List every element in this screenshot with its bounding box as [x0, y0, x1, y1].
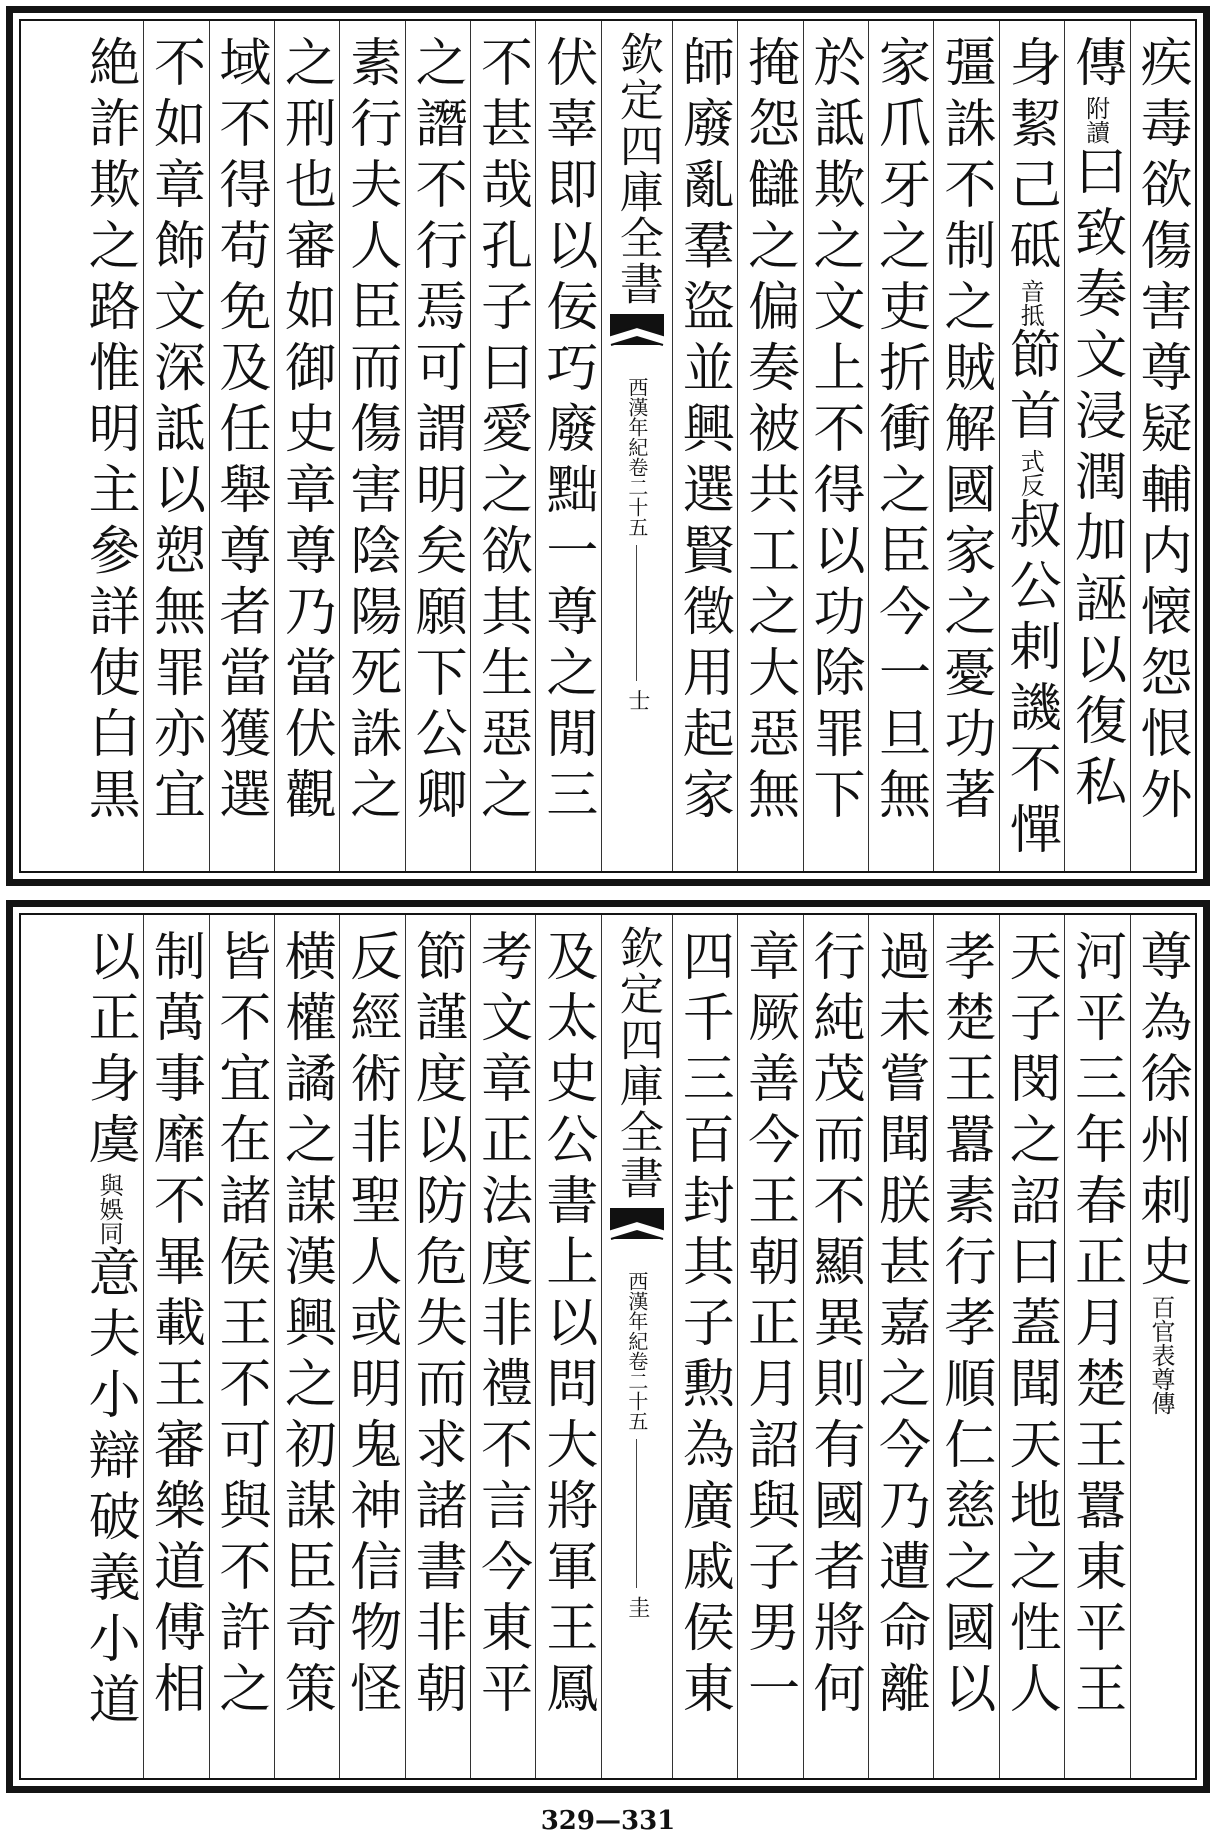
column-text: 伏辜即以佞巧廢黜一尊之閒三: [536, 35, 597, 828]
column-text: 傳: [1065, 35, 1126, 96]
column-text: 域不得苟免及任舉尊者當獲選: [209, 35, 270, 828]
text-column: [143, 21, 208, 871]
text-column: [79, 21, 143, 871]
top-page: [6, 6, 1210, 886]
bottom-page: [6, 900, 1210, 1793]
gutter-subtitle: 西漢年紀卷二十五: [624, 1271, 649, 1431]
column-text: 疾毒欲傷害尊疑輔内懐怨恨外: [1131, 35, 1191, 828]
annotation-note: 音抵: [1016, 279, 1045, 327]
gutter-page-number: 圭: [624, 1596, 650, 1618]
column-text: 天子閔之詔曰蓋聞天地之性人: [1000, 929, 1061, 1722]
column-text: 之譖不行焉可謂明矣願下公卿: [406, 35, 467, 828]
fishtail-mark-icon: [609, 313, 665, 367]
gutter-title: 欽定四庫全書: [611, 31, 663, 307]
column-text: 素行夫人臣而傷害陰陽死誅之: [340, 35, 401, 828]
column-text: 尊為徐州刺史: [1131, 929, 1191, 1295]
column-text: 師廢亂羣盜並興選賢徵用起家: [673, 35, 734, 828]
column-text: 不如章飾文深詆以愬無罪亦宜: [144, 35, 205, 828]
gutter-rule: [636, 1439, 637, 1588]
column-text: 及太史公書上以問大將軍王鳳: [536, 929, 597, 1722]
text-column: [1130, 21, 1195, 871]
gutter-page-number: 士: [624, 689, 650, 711]
gutter-subtitle: 西漢年紀卷二十五: [624, 377, 649, 537]
text-column: [535, 21, 600, 871]
annotation-note: 式反: [1016, 449, 1045, 497]
text-column: [274, 915, 339, 1778]
text-column: [535, 915, 600, 1778]
text-column: [1064, 21, 1129, 871]
column-text: 四千三百封其子勲為廣戚侯東: [673, 929, 734, 1722]
column-text: 制萬事靡不畢載王審樂道傅相: [144, 929, 205, 1722]
column-text: 以正身虞: [79, 929, 140, 1173]
column-text: 彊誅不制之賊解國家之憂功著: [934, 35, 995, 828]
text-column: [339, 21, 404, 871]
column-text: 掩怨讎之偏奏被共工之大惡無: [738, 35, 799, 828]
column-text: 河平三年春正月楚王囂東平王: [1065, 929, 1126, 1722]
text-column: [405, 915, 470, 1778]
text-column: [209, 915, 274, 1778]
text-column: [470, 915, 535, 1778]
top-page-columns: [19, 19, 1197, 873]
text-column: [1064, 915, 1129, 1778]
column-text: 身絜己砥: [1000, 35, 1061, 279]
fishtail-mark-icon: [609, 1207, 665, 1261]
column-text: 過未嘗聞朕甚嘉之今乃遭命離: [869, 929, 930, 1722]
text-column: [672, 21, 737, 871]
column-text: 皆不宜在諸侯王不可與不許之: [209, 929, 270, 1722]
column-text: 曰致奏文浸潤加誣以復私: [1065, 144, 1126, 815]
gutter-rule: [636, 545, 637, 681]
page-number: 329—331: [540, 1806, 676, 1836]
column-text: 節首: [1000, 327, 1061, 449]
text-column: [737, 21, 802, 871]
column-text: 意夫小辯破義小道: [79, 1245, 140, 1733]
text-column: [405, 21, 470, 871]
text-column: [79, 915, 143, 1778]
column-text: 反經術非聖人或明鬼神信物怪: [340, 929, 401, 1722]
text-column: [803, 21, 868, 871]
text-column: [868, 915, 933, 1778]
text-column: [470, 21, 535, 871]
text-column: [339, 915, 404, 1778]
column-text: 家爪牙之吏折衝之臣今一旦無: [869, 35, 930, 828]
center-gutter: [601, 915, 672, 1778]
text-column: [1130, 915, 1195, 1778]
column-text: 章厥善今王朝正月詔與子男一: [738, 929, 799, 1722]
text-column: [737, 915, 802, 1778]
text-column: [143, 915, 208, 1778]
text-column: [868, 21, 933, 871]
column-text: 絶詐欺之路惟明主參詳使白黒: [79, 35, 140, 828]
center-gutter: [601, 21, 672, 871]
text-column: [209, 21, 274, 871]
column-text: 孝楚王囂素行孝順仁慈之國以: [934, 929, 995, 1722]
column-text: 節謹度以防危失而求諸書非朝: [406, 929, 467, 1722]
bottom-page-columns: [19, 913, 1197, 1780]
text-column: [672, 915, 737, 1778]
text-column: [803, 915, 868, 1778]
column-text: 考文章正法度非禮不言今東平: [471, 929, 532, 1722]
text-column: [933, 915, 998, 1778]
column-text: 之刑也審如御史章尊乃當伏觀: [275, 35, 336, 828]
column-text: 不甚哉孔子曰愛之欲其生惡之: [471, 35, 532, 828]
column-text: 横權譎之謀漢興之初謀臣奇策: [275, 929, 336, 1722]
annotation-note: 與娛同: [95, 1173, 124, 1245]
gutter-title: 欽定四庫全書: [611, 925, 663, 1201]
text-column: [999, 915, 1064, 1778]
text-column: [933, 21, 998, 871]
text-column: [274, 21, 339, 871]
column-text: 於詆欺之文上不得以功除罪下: [804, 35, 865, 828]
column-text: 行純茂而不顯異則有國者將何: [804, 929, 865, 1722]
column-text: 叔公剌譏不憚: [1000, 497, 1061, 863]
annotation-note: 百官表尊傳: [1147, 1295, 1175, 1415]
text-column: [999, 21, 1064, 871]
annotation-note: 附讀: [1081, 96, 1110, 144]
